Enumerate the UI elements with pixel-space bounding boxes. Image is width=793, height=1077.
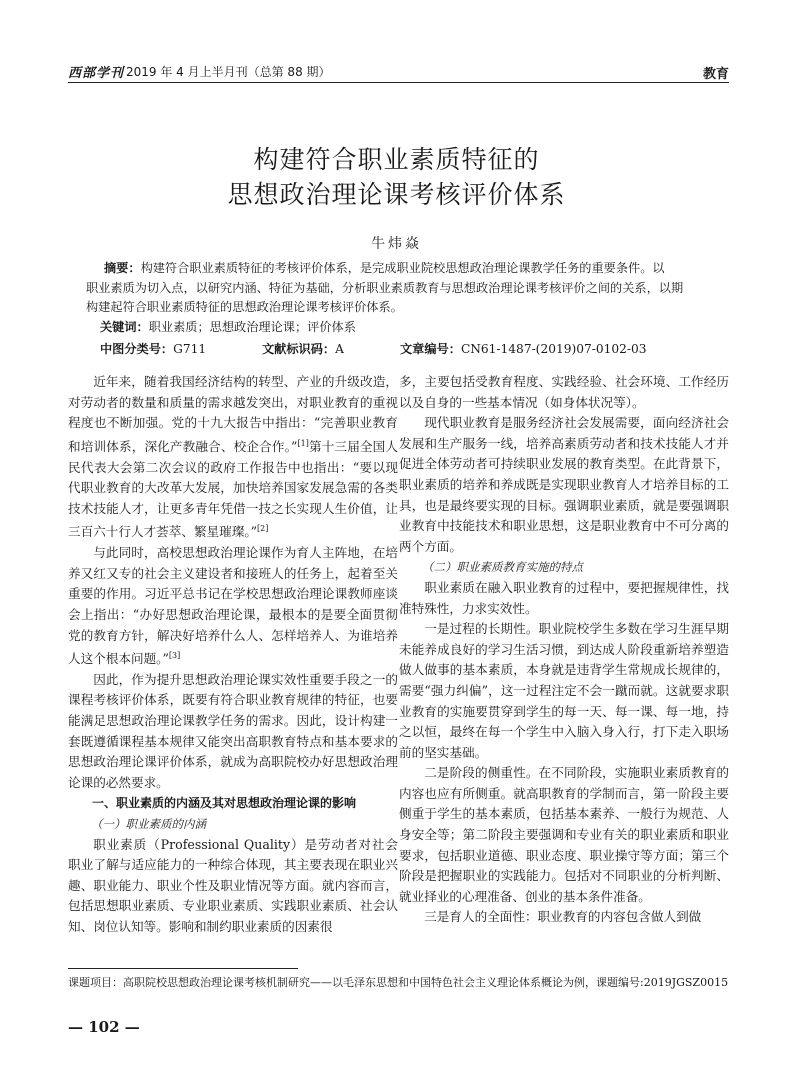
- paragraph: 一是过程的长期性。职业院校学生多数在学习生涯早期未能养成良好的学习生活习惯，到达成人阶段重新培养塑造做人做事的基本素质，本身就是违背学生常规成长规律的，需要“强力纠偏”，这一过程注定不会一蹴而就。这就要求职业教育的实施要贯穿到学生的每一天、每一课、每一地，持之以恒，最终在每一个学生中入脑入身入行，打下走入职场前的坚实基础。: [399, 621, 729, 760]
- abstract-line-1: [86, 259, 711, 279]
- doc-label: 文献标识码：: [262, 342, 336, 356]
- paragraph: [68, 543, 398, 670]
- abstract-line-2: 职业素质为切入点，以研究内涵、特征为基础，分析职业素质教育与思想政治理论课考核评价之间的关系，以期: [86, 280, 684, 295]
- clc-value: G711: [173, 342, 207, 356]
- keywords-value: 职业素质；思想政治理论课；评价体系: [148, 320, 356, 334]
- citation-ref: [2]: [257, 524, 269, 534]
- section-heading: 一、职业素质的内涵及其对思想政治理论课的影响: [92, 796, 357, 811]
- journal-name: 西部学刊: [68, 66, 125, 81]
- keywords-label: 关键词：: [100, 320, 149, 334]
- citation-ref: [1]: [297, 438, 309, 448]
- issue-info: 2019 年 4 月上半月刊（总第 88 期）: [126, 65, 331, 79]
- paragraph: 因此，作为提升思想政治理论课实效性重要手段之一的课程考核评价体系，既要有符合职业教育规律的特征，也要能满足思想政治理论课教学任务的需求。因此，设计构建一套既遵循课程基本规律又能突出高职教育特点和基本要求的思想政治理论课评价体系，就成为高职院校办好思想政治理论课的必然要求。: [68, 671, 398, 790]
- paragraph: 多，主要包括受教育程度、实践经验、社会环境、工作经历以及自身的一些基本情况（如身体状况等）。: [399, 374, 729, 410]
- keywords: [100, 318, 356, 335]
- left-column: [68, 372, 398, 938]
- paragraph-text: 第十三届全国人民代表大会第二次会议的政府工作报告中也指出：“要以现代职业教育的大改革大发展，加快培养国家发展急需的各类技术技能人才，让更多青年凭借一技之长实现人生价值，让三百六十行人才荟萃、繁星璀璨。”: [68, 438, 399, 540]
- running-header: [68, 62, 729, 83]
- abstract-label: 摘要：: [104, 261, 141, 275]
- paragraph-text: 近年来，随着我国经济结构的转型、产业的升级改造，对劳动者的数量和质量的需求越发突出，对职业教育的重视程度也不断加强。党的十九大报告中指出：“完善职业教育和培训体系，深化产教融合、校企合作。”: [68, 374, 398, 454]
- abstract-line-3: 构建起符合职业素质特征的思想政治理论课考核评价体系。: [86, 300, 403, 314]
- clc-number: [100, 340, 206, 357]
- paragraph: 职业素质在融入职业教育的过程中，要把握规律性，找准特殊性，力求实效性。: [399, 579, 729, 616]
- footnote: 课题项目：高职院校思想政治理论课考核机制研究——以毛泽东思想和中国特色社会主义理论体系概论为例，课题编号:2019JGSZ0015: [68, 976, 729, 989]
- paragraph: 现代职业教育是服务经济社会发展需要，面向经济社会发展和生产服务一线，培养高素质劳动者和技术技能人才并促进全体劳动者可持续职业发展的教育类型。在此背景下，职业素质的培养和养成既是实现职业教育人才培养目标的工具，也是最终要实现的目标。强调职业素质，就是要强调职业教育中技能技术和职业思想，这是职业教育中不可分离的两个方面。: [399, 415, 729, 554]
- subsection-heading: （一）职业素质的内涵: [91, 817, 206, 832]
- paragraph-text: 与此同时，高校思想政治理论课作为育人主阵地，在培养又红又专的社会主义建设者和接班人的任务上，起着至关重要的作用。习近平总书记在学校思想政治理论课教师座谈会上指出：“办好思想政治理论课，最根本的是要全面贯彻党的教育方针，解决好培养什么人、怎样培养人、为谁培养人这个根本问题。”: [68, 545, 398, 667]
- author: 牛炜焱: [371, 236, 422, 252]
- doc-value: A: [335, 342, 344, 356]
- subsection-heading: （二）职业素质教育实施的特点: [422, 560, 583, 575]
- section-label: 教育: [702, 67, 729, 82]
- article-title-line2: 思想政治理论课考核评价体系: [227, 180, 566, 209]
- footnote-rule: [68, 968, 298, 969]
- paragraph: 职业素质（Professional Quality）是劳动者对社会职业了解与适应能力的一种综合体现，其主要表现在职业兴趣、职业能力、职业个性及职业情况等方面。就内容而言，包括思想职业素质、专业职业素质、实践职业素质、社会认知、岗位认知等。影响和制约职业素质的因素很: [68, 836, 398, 934]
- article-number-label: 文章编号：: [400, 342, 461, 356]
- article-number: [400, 340, 646, 357]
- article-title-line1: 构建符合职业素质特征的: [253, 145, 540, 174]
- abstract-text-1: 构建符合职业素质特征的考核评价体系，是完成职业院校思想政治理论课教学任务的重要条件。以: [140, 261, 665, 275]
- right-column: [399, 372, 729, 928]
- doc-code: [262, 340, 344, 357]
- page-number: — 102 —: [68, 1018, 140, 1036]
- clc-label: 中图分类号：: [100, 342, 174, 356]
- abstract: [86, 259, 711, 318]
- article-number-value: CN61-1487-(2019)07-0102-03: [460, 342, 647, 356]
- paragraph: 二是阶段的侧重性。在不同阶段，实施职业素质教育的内容也应有所侧重。就高职教育的学制而言，第一阶段主要侧重于学生的基本素质，包括基本素养、一般行为规范、人身安全等；第二阶段主要强调和专业有关的职业素质和职业要求，包括职业道德、职业态度、职业操守等方面；第三个阶段是把握职业的实践能力。包括对不同职业的分析判断、就业择业的心理准备、创业的基本条件准备。: [399, 765, 729, 904]
- paragraph: [68, 372, 398, 543]
- paragraph: 三是育人的全面性：职业教育的内容包含做人到做: [424, 909, 702, 925]
- citation-ref: [3]: [168, 651, 181, 661]
